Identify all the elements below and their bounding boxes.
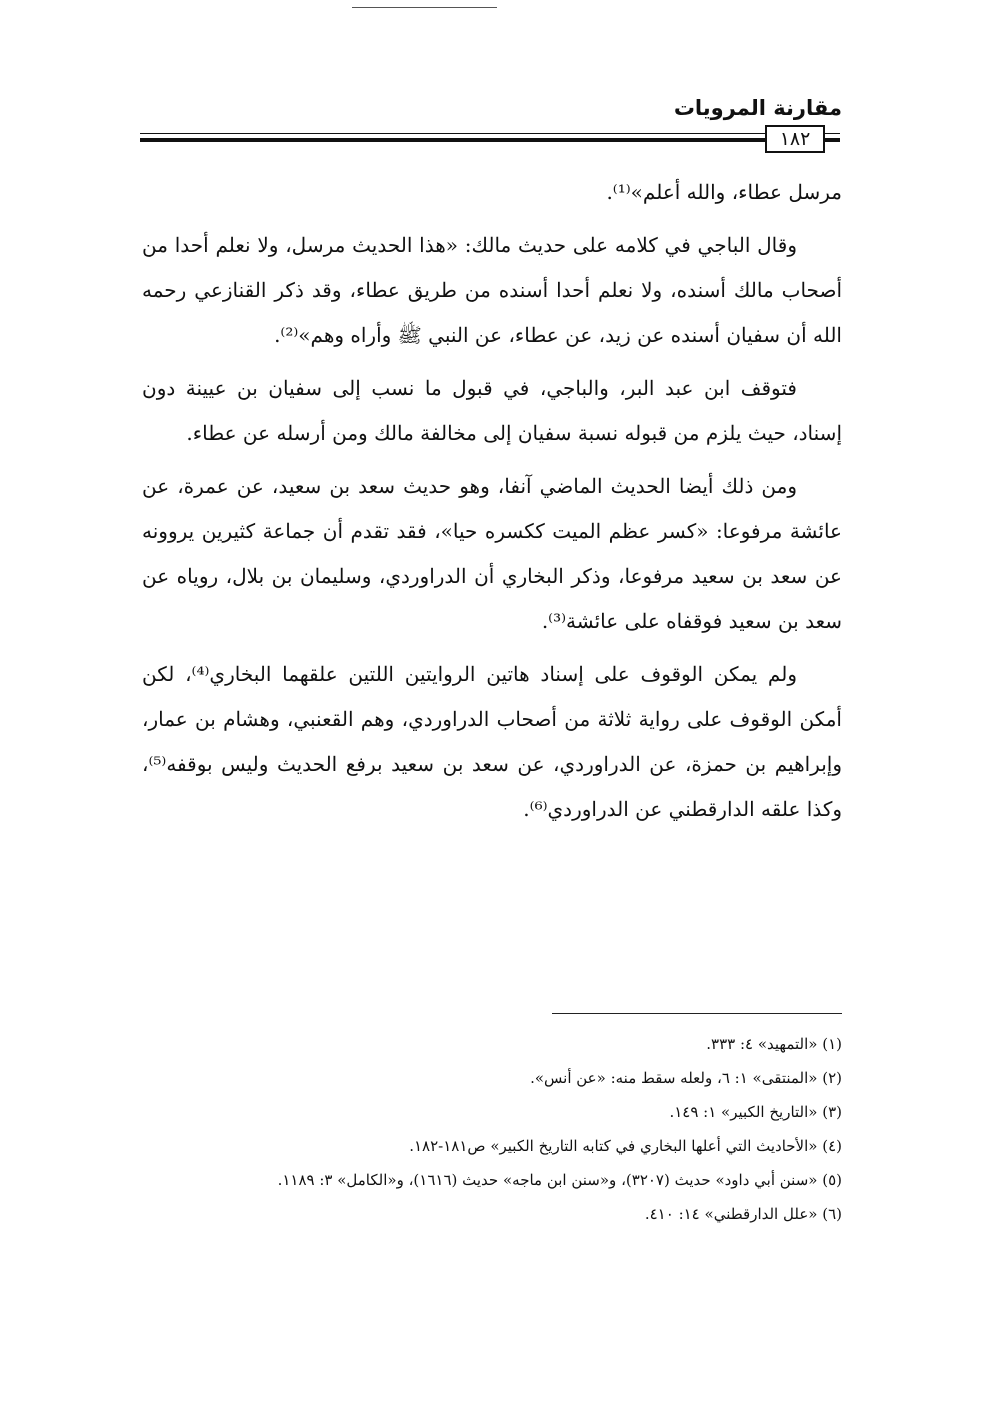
header-rule: [140, 125, 840, 153]
header-thick-line: [140, 138, 840, 142]
footnote-separator: [552, 1013, 842, 1014]
footnote-5: (٥) «سنن أبي داود» حديث (٣٢٠٧)، و«سنن ابن ماجه» حديث (١٦١٦)، و«الكامل» ٣: ١١٨٩.: [277, 1171, 842, 1189]
paragraph-2: وقال الباجي في كلامه على حديث مالك: «هذا الحديث مرسل، ولا نعلم أحدا من أصحاب مالك أسنده، ولا نعلم أحدا أسنده من طريق عطاء، وقد ذكر القنازعي رحمه الله أن سفيان أسنده عن زيد، عن عطاء، عن النبي ﷺ وأراه وهم»⁽²⁾.: [142, 233, 842, 347]
paragraph-4: ومن ذلك أيضا الحديث الماضي آنفا، وهو حديث سعد بن سعيد، عن عمرة، عن عائشة مرفوعا: «كسر عظم الميت ككسره حيا»، فقد تقدم أن جماعة كثيرين يروونه عن سعد بن سعيد مرفوعا، وذكر البخاري أن الدراوردي، وسليمان بن بلال، روياه عن سعد بن سعيد فوقفاه على عائشة⁽³⁾.: [142, 474, 842, 633]
footnote-6: (٦) «علل الدارقطني» ١٤: ٤١٠.: [644, 1205, 842, 1223]
header-thin-line: [140, 133, 840, 134]
main-text: [142, 170, 842, 840]
footnote-1: (١) «التمهيد» ٤: ٣٣٣.: [706, 1035, 842, 1053]
paragraph-5: ولم يمكن الوقوف على إسناد هاتين الروايتين اللتين علقهما البخاري⁽⁴⁾، لكن أمكن الوقوف على رواية ثلاثة من أصحاب الدراوردي، وهم القعنبي، وهشام بن عمار، وإبراهيم بن حمزة، عن الدراوردي، عن سعد بن سعيد برفع الحديث وليس بوقفه⁽⁵⁾، وكذا علقه الدارقطني عن الدراوردي⁽⁶⁾.: [142, 662, 842, 821]
paragraph-1: مرسل عطاء، والله أعلم»⁽¹⁾.: [606, 180, 842, 204]
footnote-3: (٣) «التاريخ الكبير» ١: ١٤٩.: [669, 1103, 842, 1121]
top-edge-rule: [352, 7, 497, 8]
page-number: ١٨٢: [765, 125, 825, 153]
paragraph-3: فتوقف ابن عبد البر، والباجي، في قبول ما نسب إلى سفيان بن عيينة دون إسناد، حيث يلزم من قبوله نسبة سفيان إلى مخالفة مالك ومن أرسله عن عطاء.: [142, 376, 842, 445]
footnotes: [142, 1027, 842, 1231]
footnote-4: (٤) «الأحاديث التي أعلها البخاري في كتابه التاريخ الكبير» ص١٨١-١٨٢.: [409, 1137, 842, 1155]
footnote-2: (٢) «المنتقى» ١: ٦، ولعله سقط منه: «عن أنس».: [530, 1069, 842, 1087]
running-title: مقارنة المرويات: [673, 96, 842, 120]
